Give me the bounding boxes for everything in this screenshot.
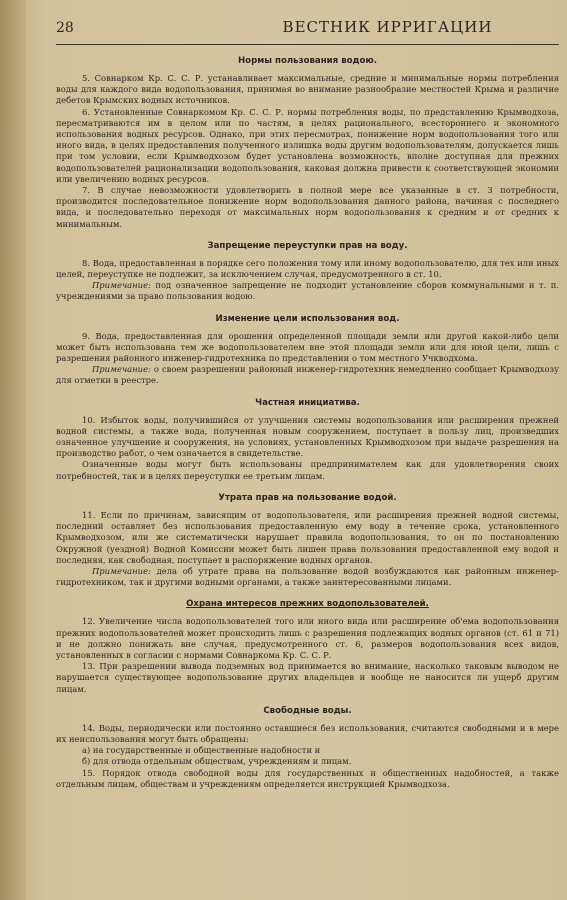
- section: [56, 314, 559, 387]
- section-title: Охрана интересов прежних водопользователей.: [186, 599, 429, 610]
- list-item: а) на государственные и общественные надобности и: [82, 745, 321, 756]
- section: [56, 706, 559, 790]
- page-number: 28: [56, 20, 74, 36]
- note-label: Примечание:: [92, 565, 151, 576]
- note-text: дела об утрате права на пользование водой возбуждаются как районным инженер-гидротехником, так и другими водными органами, а также заинтересованными лицами.: [56, 565, 559, 588]
- section-title: Свободные воды.: [263, 705, 352, 716]
- section-title: Частная инициатива.: [255, 397, 360, 408]
- note-label: Примечание:: [92, 280, 151, 291]
- section: [56, 599, 559, 694]
- article-paragraph: 15. Порядок отвода свободной воды для государственных и общественных надобностей, а также отдельным лицам, обществам и учреждениям определяется инструкцией Крымводхоза.: [56, 767, 559, 789]
- list-item: б) для отвода отдельным обществам, учреждениям и лицам.: [82, 756, 352, 767]
- document-body: [56, 56, 559, 790]
- section: [56, 398, 559, 482]
- article-paragraph: Означенные воды могут быть использованы предпринимателем как для удовлетворения своих потребностей, так и в целях переуступки ее третьим лицам.: [56, 459, 559, 481]
- article-paragraph: 6. Установленные Совнаркомом Кр. С. С. Р. нормы потребления воды, по представлению Крымводхоза, пересматриваются им в целом или по частям, в целях рационального, всестороннего и экономного использования водных ресурсов. Однако, при этих пересмотрах, понижение норм водопользования того или иного вида, в целях предоставления полученного излишка воды другим водопользователям, допускается лишь при том условии, если Крымводхозом будет установлена возможность, вполне доступная для прежних водопользователей рационализации водопользования, каковая должна привести к соответствующей экономии или увеличению водных ресурсов.: [56, 106, 559, 184]
- note-paragraph: [56, 280, 559, 302]
- article-paragraph: 11. Если по причинам, зависящим от водопользователя, или расширения прежней водной системы, последний оставляет без использования предоставленную ему воду в течение срока, установленного Крымводхозом, или же систематически нарушает правила водопользования, то он по постановлению Окружной (уездной) Водной Комиссии может быть лишен права пользования предоставленной ему водой и последняя, как свободная, поступает в распоряжение водных органов.: [56, 509, 559, 565]
- note-paragraph: [56, 364, 559, 386]
- section-title: Изменение цели использования вод.: [215, 313, 400, 324]
- article-paragraph: 14. Воды, периодически или постоянно оставшиеся без использования, считаются свободными и в мере их неиспользования могут быть обращены:: [56, 722, 559, 744]
- section: [56, 56, 559, 230]
- note-paragraph: [56, 566, 559, 588]
- page-header: [56, 18, 559, 45]
- section-title: Запрещение переуступки прав на воду.: [207, 240, 408, 251]
- section: [56, 493, 559, 588]
- section-title: Утрата прав на пользование водой.: [218, 492, 397, 503]
- running-title: ВЕСТНИК ИРРИГАЦИИ: [282, 18, 493, 36]
- article-paragraph: 13. При разрешении вывода подземных вод принимается во внимание, насколько таковым выводом не нарушается существующее водопользование других владельцев и вообще не наносится ли ущерб другим лицам.: [56, 661, 559, 694]
- article-paragraph: 9. Вода, предоставленная для орошения определенной площади земли или другой какой-либо цели может быть использована тем же водопользователем вне этой площади земли или для иной цели, лишь с разрешения районного инженер-гидротехника по представлении о том местного Учкводхома.: [56, 330, 559, 364]
- note-text: о своем разрешении районный инженер-гидротехник немедленно сообщает Крымводхозу для отметки в реестре.: [56, 364, 559, 386]
- section-title: Нормы пользования водою.: [237, 56, 377, 66]
- note-text: под означенное запрещение не подходит установление сборов коммунальными и т. п. учреждениями за право пользования водою.: [56, 280, 559, 302]
- article-paragraph: 10. Избыток воды, получившийся от улучшения системы водопользования или расширения прежней водной системы, а также вода, полученная новым сооружением, поступает в пользу лиц, произведших означенное улучшение и сооружения, на условиях, установленных Крымводхозом при выдаче разрешения на производство работ, о чем означается в свидетельстве.: [56, 414, 559, 459]
- section: [56, 241, 559, 303]
- article-paragraph: 5. Совнарком Кр. С. С. Р. устанавливает максимальные, средние и минимальные нормы потребления воды для каждого вида водопользования, принимая во внимание разнообразие местностей Крыма и различие дебетов Крымских водных источников.: [56, 73, 559, 106]
- note-label: Примечание:: [92, 364, 151, 375]
- article-paragraph: 7. В случае невозможности удовлетворить в полной мере все указанные в ст. 3 потребности, производится последовательное понижение норм водопользования данного района, начиная с последнего вида, и последовательно переходя от максимальных норм водопользования к средним и от средних к минимальным.: [56, 185, 559, 229]
- article-paragraph: 8. Вода, предоставленная в порядке сего положения тому или иному водопользователю, для тех или иных целей, переуступке не подлежит, за исключением случая, предусмотренного в ст. 10.: [56, 257, 559, 280]
- article-paragraph: 12. Увеличение числа водопользователей того или иного вида или расширение об'ема водопользования прежних водопользователей может происходить лишь с разрешения подлежащих водных органов (ст. 61 и 71) и не должно понижать вне случая, предусмотренного ст. 6, размеров водопользования всех видов, установленных в согласии с нормами Совнаркома Кр. С. С. Р.: [56, 616, 559, 660]
